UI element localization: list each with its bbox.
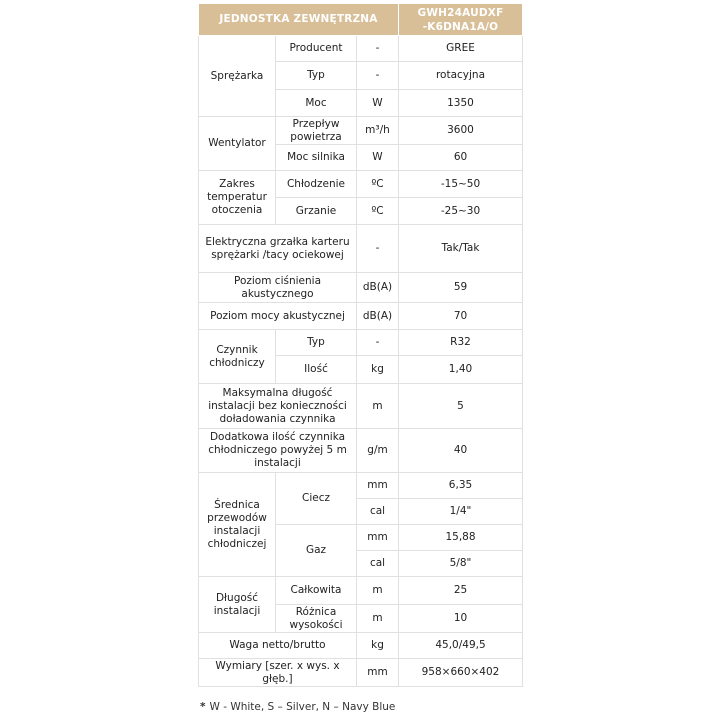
row-value: R32 [399, 330, 523, 356]
row-unit: m [357, 605, 399, 633]
row-value: 40 [399, 429, 523, 473]
row-unit: mm [357, 659, 399, 687]
table-row [199, 330, 523, 356]
group-pipes: Średnica przewodów instalacji chłodniczej [199, 473, 276, 577]
group-ambient: Zakres temperatur otoczenia [199, 171, 276, 225]
row-value: 958×660×402 [399, 659, 523, 687]
row-value: 1/4" [399, 499, 523, 525]
row-value: 3600 [399, 117, 523, 145]
row-value: 5 [399, 384, 523, 429]
asterisk-icon: * [200, 701, 206, 713]
row-value: 25 [399, 577, 523, 605]
row-unit: dB(A) [357, 273, 399, 303]
model-line-2: -K6DNA1A/O [422, 20, 499, 33]
row-label: Dodatkowa ilość czynnika chłodniczego powyżej 5 m instalacji [199, 429, 357, 473]
row-label: Chłodzenie [276, 171, 357, 198]
row-unit: - [357, 36, 399, 62]
row-label: Typ [276, 62, 357, 90]
row-unit: - [357, 62, 399, 90]
row-label: Poziom ciśnienia akustycznego [199, 273, 357, 303]
table-row [199, 225, 523, 273]
row-label: Waga netto/brutto [199, 633, 357, 659]
row-unit: ºC [357, 171, 399, 198]
row-unit: kg [357, 633, 399, 659]
row-value: 59 [399, 273, 523, 303]
row-label: Moc silnika [276, 145, 357, 171]
row-unit: m [357, 577, 399, 605]
row-label: Producent [276, 36, 357, 62]
table-row [199, 473, 523, 499]
row-label: Ilość [276, 356, 357, 384]
table-row [199, 303, 523, 330]
row-value: -25~30 [399, 198, 523, 225]
group-refrigerant: Czynnik chłodniczy [199, 330, 276, 384]
model-line-1: GWH24AUDXF [417, 6, 504, 19]
row-value: 1,40 [399, 356, 523, 384]
row-value: Tak/Tak [399, 225, 523, 273]
row-value: 1350 [399, 90, 523, 117]
row-unit: - [357, 225, 399, 273]
row-unit: mm [357, 473, 399, 499]
row-label: Maksymalna długość instalacji bez konieczności doładowania czynnika [199, 384, 357, 429]
table-row [199, 171, 523, 198]
row-label: Poziom mocy akustycznej [199, 303, 357, 330]
row-unit: W [357, 90, 399, 117]
row-unit: cal [357, 551, 399, 577]
row-label: Elektryczna grzałka karteru sprężarki /tacy ociekowej [199, 225, 357, 273]
table-row [199, 633, 523, 659]
row-label: Typ [276, 330, 357, 356]
table-row [199, 273, 523, 303]
row-unit: ºC [357, 198, 399, 225]
row-label: Grzanie [276, 198, 357, 225]
row-label: Całkowita [276, 577, 357, 605]
row-value: 5/8" [399, 551, 523, 577]
row-unit: mm [357, 525, 399, 551]
table-row [199, 659, 523, 687]
row-value: 6,35 [399, 473, 523, 499]
table-row [199, 429, 523, 473]
header-unit-label: JEDNOSTKA ZEWNĘTRZNA [199, 4, 399, 36]
row-label: Różnica wysokości [276, 605, 357, 633]
row-label: Moc [276, 90, 357, 117]
row-unit: kg [357, 356, 399, 384]
row-label: Przepływ powietrza [276, 117, 357, 145]
row-value: -15~50 [399, 171, 523, 198]
table-row [199, 384, 523, 429]
row-unit: dB(A) [357, 303, 399, 330]
footnote [200, 701, 395, 713]
row-value: 45,0/49,5 [399, 633, 523, 659]
row-value: 15,88 [399, 525, 523, 551]
row-label: Wymiary [szer. x wys. x głęb.] [199, 659, 357, 687]
row-unit: m³/h [357, 117, 399, 145]
footnote-text: W - White, S – Silver, N – Navy Blue [209, 701, 396, 713]
row-unit: m [357, 384, 399, 429]
table-row [199, 36, 523, 62]
pipe-gas-label: Gaz [276, 525, 357, 577]
row-unit: W [357, 145, 399, 171]
pipe-liquid-label: Ciecz [276, 473, 357, 525]
group-length: Długość instalacji [199, 577, 276, 633]
table-row [199, 117, 523, 145]
header-model [399, 4, 523, 36]
row-unit: - [357, 330, 399, 356]
row-value: 10 [399, 605, 523, 633]
row-unit: g/m [357, 429, 399, 473]
group-compressor: Sprężarka [199, 36, 276, 117]
spec-table [198, 3, 523, 687]
row-value: GREE [399, 36, 523, 62]
row-value: 60 [399, 145, 523, 171]
row-value: rotacyjna [399, 62, 523, 90]
row-unit: cal [357, 499, 399, 525]
table-row [199, 577, 523, 605]
row-value: 70 [399, 303, 523, 330]
group-fan: Wentylator [199, 117, 276, 171]
